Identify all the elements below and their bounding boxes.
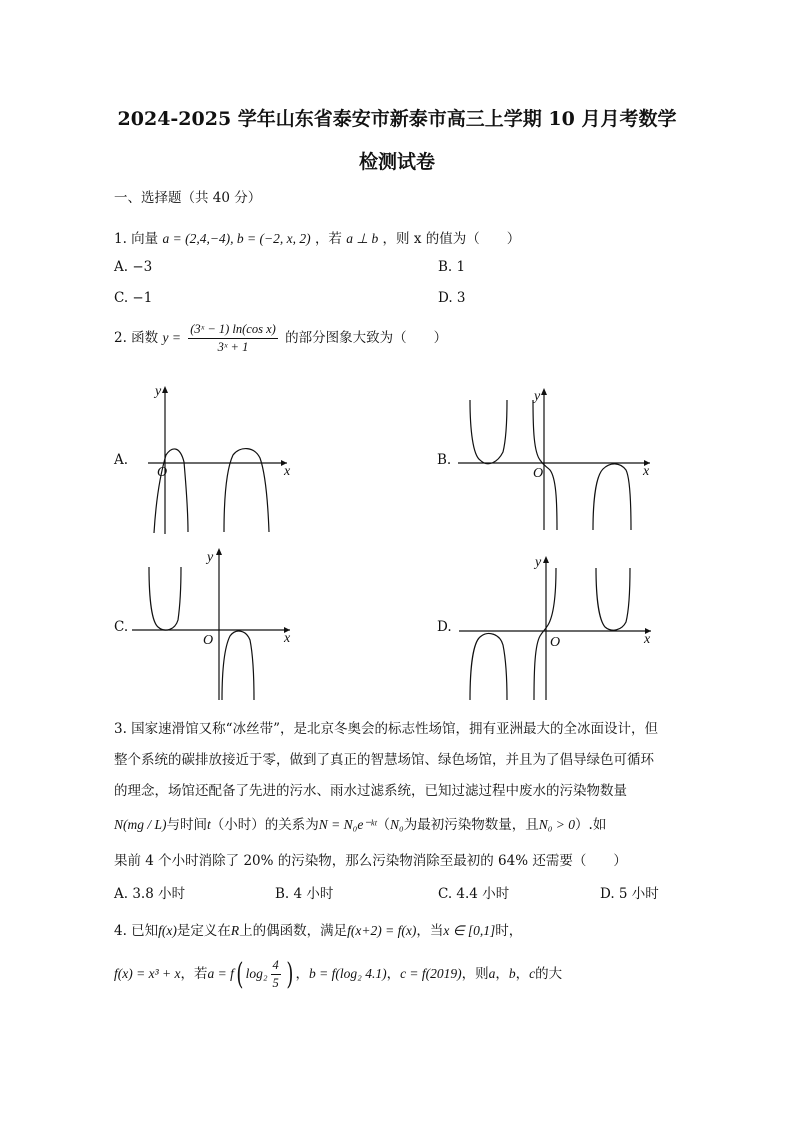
q3-text-relation: （小时）的关系为 <box>210 817 319 833</box>
q1-option-a[interactable]: A. −3 <box>114 259 153 275</box>
q2-number: 2. 函数 <box>114 330 159 346</box>
q4-lparen: ( <box>236 956 244 992</box>
q4-line-1 <box>114 919 522 939</box>
q3-option-c[interactable]: C. 4.4 小时 <box>438 886 510 902</box>
q3-text-time: 与时间 <box>166 817 208 833</box>
q4-comma-2: ， <box>386 966 401 982</box>
q4-text-defined: 是定义在 <box>176 923 231 939</box>
q3-paren: （ <box>376 817 391 833</box>
q3-line-2: 整个系统的碳排放接近于零，做到了真正的智慧场馆、绿色场馆，并且为了倡导绿色可循环 <box>114 752 654 768</box>
q3-line-1: 3. 国家速滑馆又称“冰丝带”，是北京冬奥会的标志性场馆，拥有亚洲最大的全冰面设计，但 <box>114 721 658 737</box>
page-title-line2: 检测试卷 <box>358 151 435 173</box>
q4-fx: f(x) <box>158 923 177 938</box>
q4-text-when: ，当 <box>416 923 444 939</box>
q4-comma-1: ， <box>295 966 310 982</box>
q3-line-3: 的理念，场馆还配备了先进的污水、雨水过滤系统，已知过滤过程中废水的污染物数量 <box>114 783 627 799</box>
q4-b-eq: b = f(log₂ 4.1) <box>309 966 387 981</box>
q1-option-d[interactable]: D. 3 <box>438 290 466 306</box>
q3-n0: N₀ <box>390 817 404 832</box>
page-title-line1: 2024-2025 学年山东省泰安市新泰市高三上学期 10 月月考数学 <box>117 108 677 130</box>
q3-text-initial: 为最初污染物数量，且 <box>403 817 539 833</box>
graph-b-origin: O <box>533 466 544 481</box>
q4-frac-num: 4 <box>271 958 281 975</box>
graph-d-y-label: y <box>535 555 542 570</box>
q4-log: log₂ <box>245 966 268 981</box>
q3-option-d[interactable]: D. 5 小时 <box>600 886 659 902</box>
q1-option-c[interactable]: C. −1 <box>114 290 153 306</box>
q4-fx-def: f(x) = x³ + x <box>114 966 181 981</box>
graph-a-x-label: x <box>284 464 291 479</box>
q2-option-d[interactable]: D. <box>437 619 452 635</box>
q4-text-big: 的大 <box>535 966 563 982</box>
graph-c-origin: O <box>203 633 214 648</box>
q4-text-time: 时， <box>495 923 523 939</box>
q4-var-c: c <box>529 966 536 981</box>
q3-option-a[interactable]: A. 3.8 小时 <box>114 886 186 902</box>
q4-comma-4: ， <box>515 966 530 982</box>
q4-periodic: f(x+2) = f(x) <box>347 923 417 938</box>
q3-line-4 <box>114 813 606 833</box>
graph-b-y-label: y <box>534 389 541 404</box>
graph-b-x-label: x <box>643 464 650 479</box>
q4-a-eq: a = f <box>207 966 234 981</box>
graph-c-x-label: x <box>284 631 291 646</box>
graph-d-origin: O <box>550 635 561 650</box>
section-heading: 一、选择题（共 40 分） <box>114 190 262 206</box>
q2-numerator: (3ˣ − 1) ln(cos x) <box>188 322 278 339</box>
graph-d-curve-2 <box>534 568 556 700</box>
q4-text-even: 上的偶函数，满足 <box>239 923 348 939</box>
q2-option-b[interactable]: B. <box>437 452 452 468</box>
q3-unit-n: N(mg / L) <box>114 817 167 832</box>
q2-option-a[interactable]: A. <box>114 452 129 468</box>
q4-comma-3: ， <box>495 966 509 982</box>
graph-a-y-label: y <box>155 384 162 399</box>
q4-line-2 <box>114 958 562 991</box>
q1-option-b[interactable]: B. 1 <box>438 259 466 275</box>
q4-var-a: a <box>488 966 496 981</box>
q1-vectors: a = (2,4,−4), b = (−2, x, 2) <box>162 231 311 246</box>
q2-denominator: 3ˣ + 1 <box>217 340 249 354</box>
q3-option-b[interactable]: B. 4 小时 <box>275 886 334 902</box>
q4-text-then: ，则 <box>461 966 489 982</box>
graph-d-x-label: x <box>644 632 651 647</box>
q2-tail: 的部分图象大致为（ ） <box>285 330 448 346</box>
q4-number: 4. 已知 <box>114 923 159 939</box>
q3-formula: N = N₀e⁻ᵏᵗ <box>318 817 377 832</box>
q4-interval: x ∈ [0,1] <box>443 923 496 938</box>
q2-y: y = <box>162 330 181 345</box>
q3-text-end: ）.如 <box>575 817 607 833</box>
q3-n0-positive: N₀ > 0 <box>538 817 576 832</box>
graph-d-curve-1 <box>470 634 507 700</box>
q4-var-b: b <box>508 966 516 981</box>
q4-rparen: ) <box>286 956 294 992</box>
graph-c-y-label: y <box>207 550 214 565</box>
q4-c-eq: c = f(2019) <box>400 966 462 981</box>
q3-line-5: 果前 4 个小时消除了 20% 的污染物，那么污染物消除至最初的 64% 还需要（ ） <box>114 853 627 869</box>
q4-fraction <box>271 958 281 991</box>
q4-r: R <box>230 923 240 938</box>
graph-d-curve-3 <box>596 568 630 630</box>
q3-var-t: t <box>207 817 211 832</box>
q1-perp: a ⊥ b <box>346 231 379 246</box>
q1-number: 1. 向量 <box>114 231 159 247</box>
graph-d-y-arrow <box>543 556 549 563</box>
q1-mid: ，若 <box>314 231 342 247</box>
q4-text-if: ，若 <box>180 966 208 982</box>
graph-a-origin: O <box>157 465 168 480</box>
q1-tail: ，则 x 的值为（ ） <box>382 231 521 247</box>
q4-frac-den: 5 <box>272 976 279 990</box>
q2-option-c[interactable]: C. <box>114 619 129 635</box>
